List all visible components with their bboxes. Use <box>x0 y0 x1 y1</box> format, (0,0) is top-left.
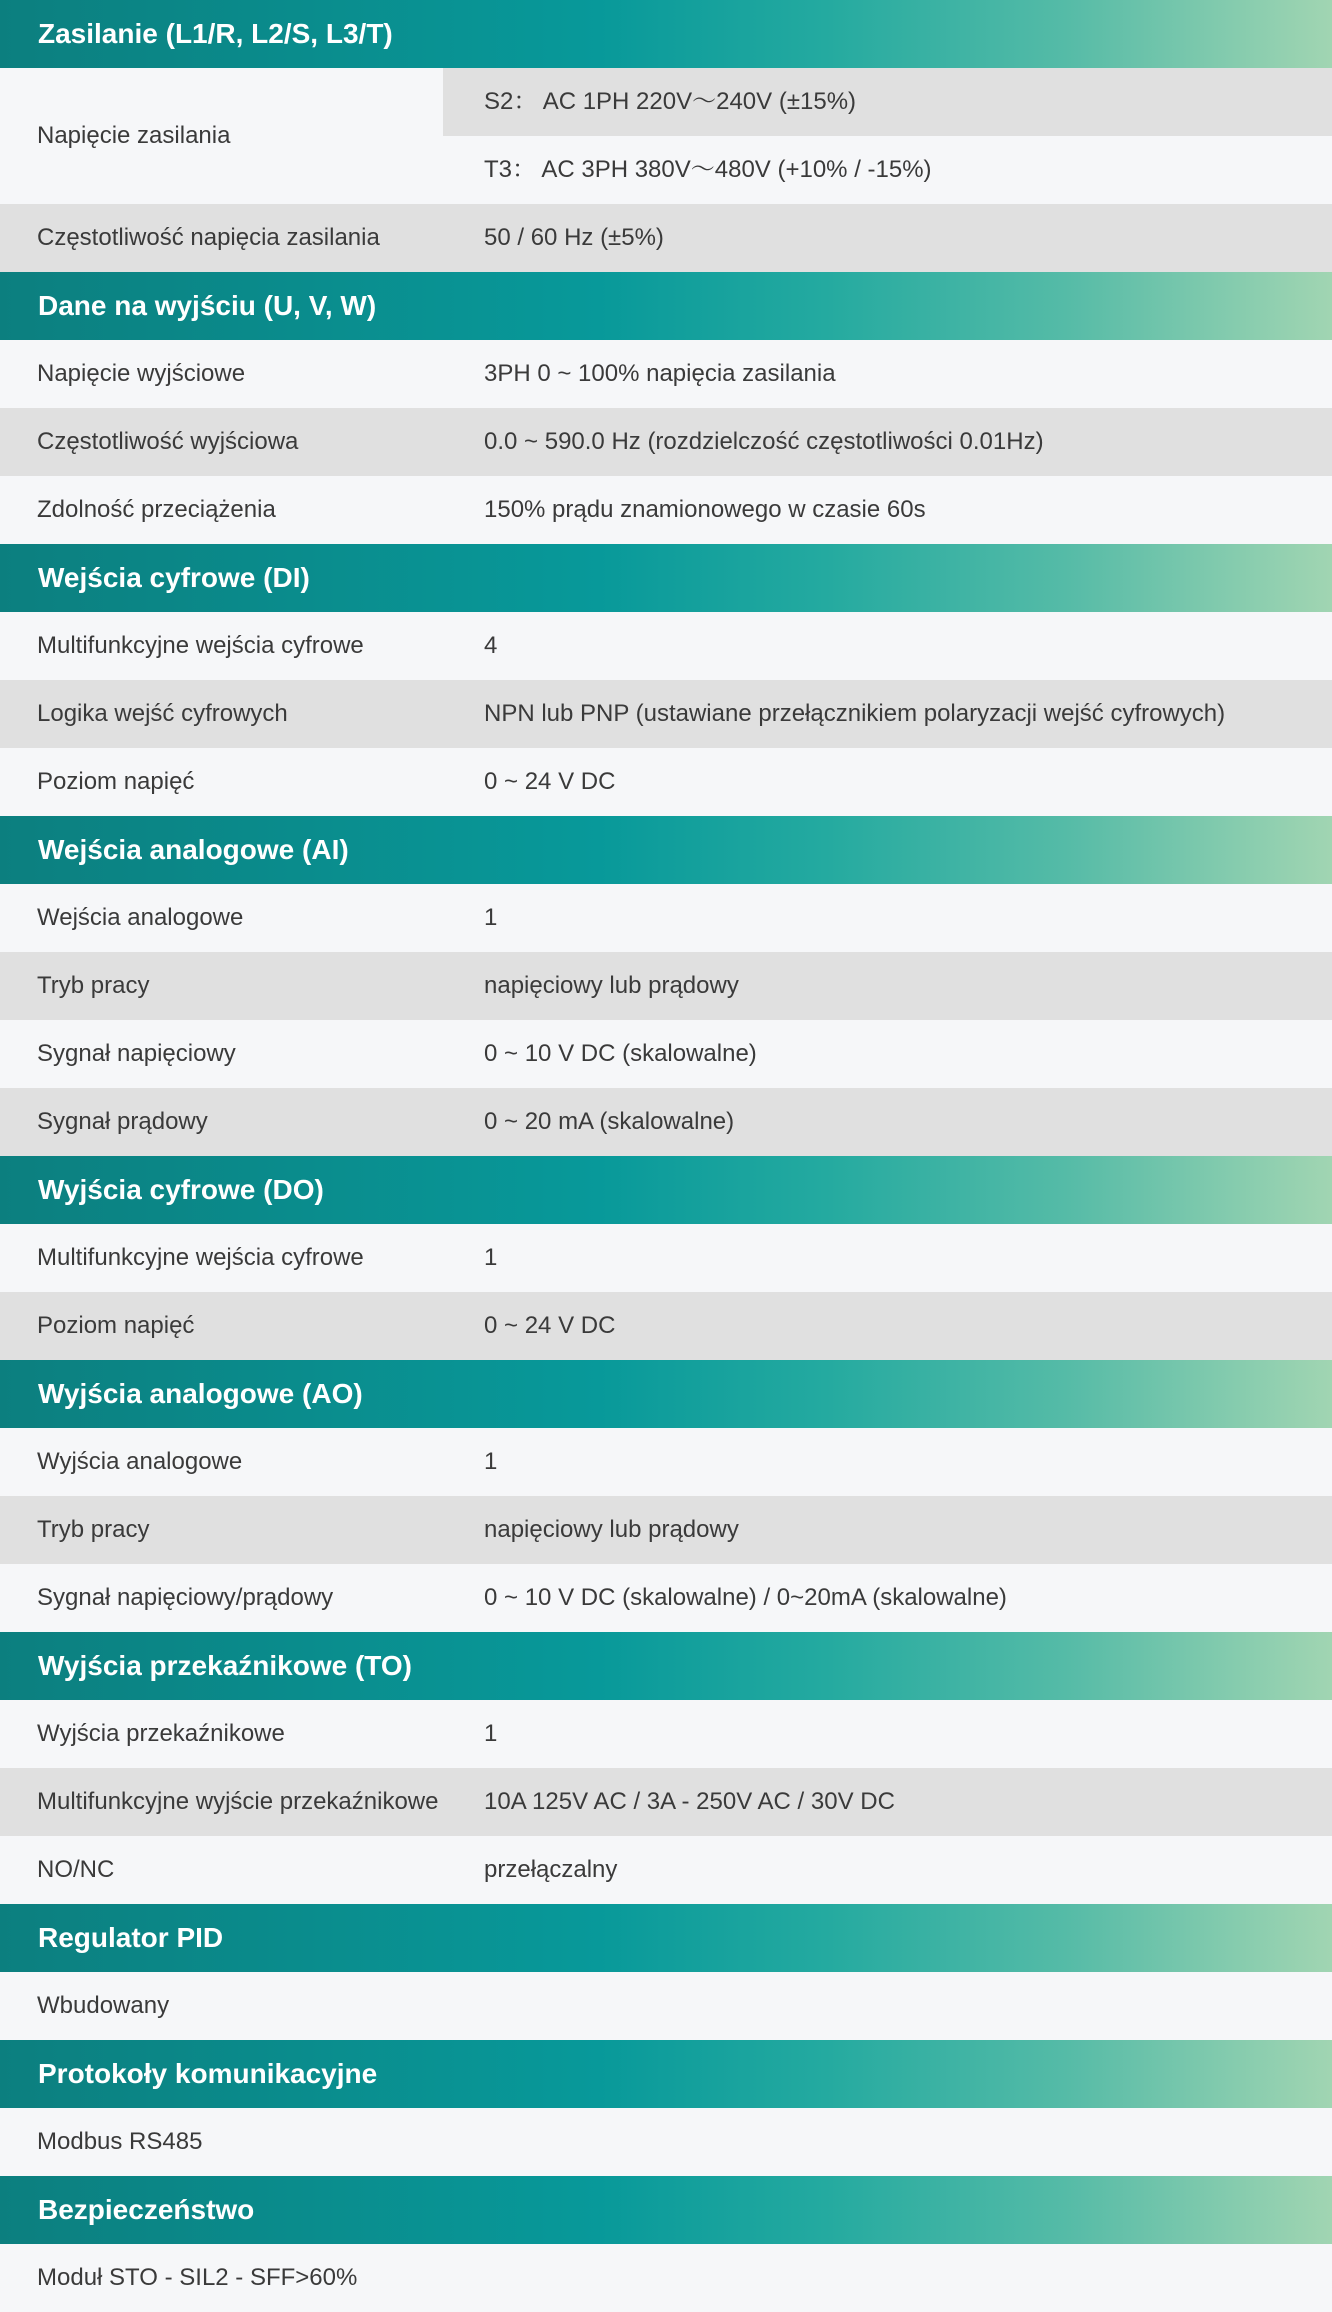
spec-row <box>0 680 1332 748</box>
spec-row <box>0 204 1332 272</box>
spec-label: Częstotliwość wyjściowa <box>37 428 299 455</box>
spec-value: 4 <box>484 632 498 659</box>
spec-label: Sygnał napięciowy <box>37 1040 236 1067</box>
spec-value: 150% prądu znamionowego w czasie 60s <box>484 496 926 523</box>
spec-row <box>0 1428 1332 1496</box>
section-header-dane-na-wyjsciu-u-v-w: Dane na wyjściu (U, V, W) <box>0 272 1332 340</box>
spec-row <box>0 748 1332 816</box>
spec-value: przełączalny <box>484 1856 618 1883</box>
spec-label: Wyjścia analogowe <box>37 1448 243 1475</box>
spec-value: 0 ~ 24 V DC <box>484 768 616 795</box>
spec-value: napięciowy lub prądowy <box>484 1516 739 1543</box>
spec-value: 1 <box>484 1244 498 1271</box>
spec-label: Tryb pracy <box>37 1516 150 1543</box>
spec-label: Sygnał prądowy <box>37 1108 208 1135</box>
spec-label: Częstotliwość napięcia zasilania <box>37 224 380 251</box>
spec-row <box>0 1836 1332 1904</box>
spec-row <box>0 1088 1332 1156</box>
section-header-wyjscia-przekaznikowe-to: Wyjścia przekaźnikowe (TO) <box>0 1632 1332 1700</box>
spec-row <box>0 340 1332 408</box>
section-header-wejscia-cyfrowe-di: Wejścia cyfrowe (DI) <box>0 544 1332 612</box>
spec-row <box>0 1700 1332 1768</box>
spec-subrow <box>443 68 1332 136</box>
section-header-wejscia-analogowe-ai: Wejścia analogowe (AI) <box>0 816 1332 884</box>
spec-label: Tryb pracy <box>37 972 150 999</box>
section-header-bezpieczenstwo: Bezpieczeństwo <box>0 2176 1332 2244</box>
spec-label: Wejścia analogowe <box>37 904 244 931</box>
spec-label: Poziom napięć <box>37 768 195 795</box>
spec-label: Logika wejść cyfrowych <box>37 700 288 727</box>
spec-value: 1 <box>484 1448 498 1475</box>
section-header-protokoly-komunikacyjne: Protokoły komunikacyjne <box>0 2040 1332 2108</box>
spec-label: NO/NC <box>37 1856 115 1883</box>
spec-value: 0 ~ 20 mA (skalowalne) <box>484 1108 735 1135</box>
spec-label: Multifunkcyjne wejścia cyfrowe <box>37 1244 364 1271</box>
spec-row <box>0 2244 1332 2312</box>
spec-value: T3： AC 3PH 380V～480V (+10% / -15%) <box>484 156 932 183</box>
spec-label: Modbus RS485 <box>37 2128 203 2155</box>
spec-row <box>0 1292 1332 1360</box>
spec-value: 3PH 0 ~ 100% napięcia zasilania <box>484 360 836 387</box>
spec-value: 10A 125V AC / 3A - 250V AC / 30V DC <box>484 1788 895 1815</box>
spec-value: 1 <box>484 1720 498 1747</box>
section-header-wyjscia-analogowe-ao: Wyjścia analogowe (AO) <box>0 1360 1332 1428</box>
spec-value: napięciowy lub prądowy <box>484 972 739 999</box>
spec-row <box>0 1972 1332 2040</box>
spec-value: 1 <box>484 904 498 931</box>
spec-row <box>0 612 1332 680</box>
section-header-wyjscia-cyfrowe-do: Wyjścia cyfrowe (DO) <box>0 1156 1332 1224</box>
spec-row <box>0 952 1332 1020</box>
spec-label: Sygnał napięciowy/prądowy <box>37 1584 334 1611</box>
spec-label: Napięcie wyjściowe <box>37 360 246 387</box>
spec-subrow <box>443 136 1332 204</box>
spec-label: Multifunkcyjne wejścia cyfrowe <box>37 632 364 659</box>
spec-row <box>0 1768 1332 1836</box>
spec-row <box>0 408 1332 476</box>
spec-value: S2： AC 1PH 220V～240V (±15%) <box>484 88 857 115</box>
spec-label: Poziom napięć <box>37 1312 195 1339</box>
spec-value: NPN lub PNP (ustawiane przełącznikiem polaryzacji wejść cyfrowych) <box>484 700 1226 727</box>
spec-value: 0 ~ 10 V DC (skalowalne) <box>484 1040 757 1067</box>
spec-value: 0.0 ~ 590.0 Hz (rozdzielczość częstotliwości 0.01Hz) <box>484 428 1044 455</box>
spec-label: Zdolność przeciążenia <box>37 496 276 523</box>
section-header-zasilanie-l1-r-l2-s-l3-t: Zasilanie (L1/R, L2/S, L3/T) <box>0 0 1332 68</box>
spec-row <box>0 1496 1332 1564</box>
spec-label: Wyjścia przekaźnikowe <box>37 1720 285 1747</box>
spec-row <box>0 2108 1332 2176</box>
section-header-regulator-pid: Regulator PID <box>0 1904 1332 1972</box>
spec-row <box>0 68 1332 204</box>
spec-value: 50 / 60 Hz (±5%) <box>484 224 664 251</box>
spec-value: 0 ~ 24 V DC <box>484 1312 616 1339</box>
spec-row <box>0 476 1332 544</box>
spec-row <box>0 1224 1332 1292</box>
spec-label: Multifunkcyjne wyjście przekaźnikowe <box>37 1788 439 1815</box>
spec-row <box>0 1564 1332 1632</box>
spec-row <box>0 1020 1332 1088</box>
spec-row <box>0 884 1332 952</box>
spec-label: Wbudowany <box>37 1992 170 2019</box>
spec-label: Napięcie zasilania <box>37 122 231 149</box>
spec-label: Moduł STO - SIL2 - SFF>60% <box>37 2264 358 2291</box>
spec-value: 0 ~ 10 V DC (skalowalne) / 0~20mA (skalowalne) <box>484 1584 1007 1611</box>
